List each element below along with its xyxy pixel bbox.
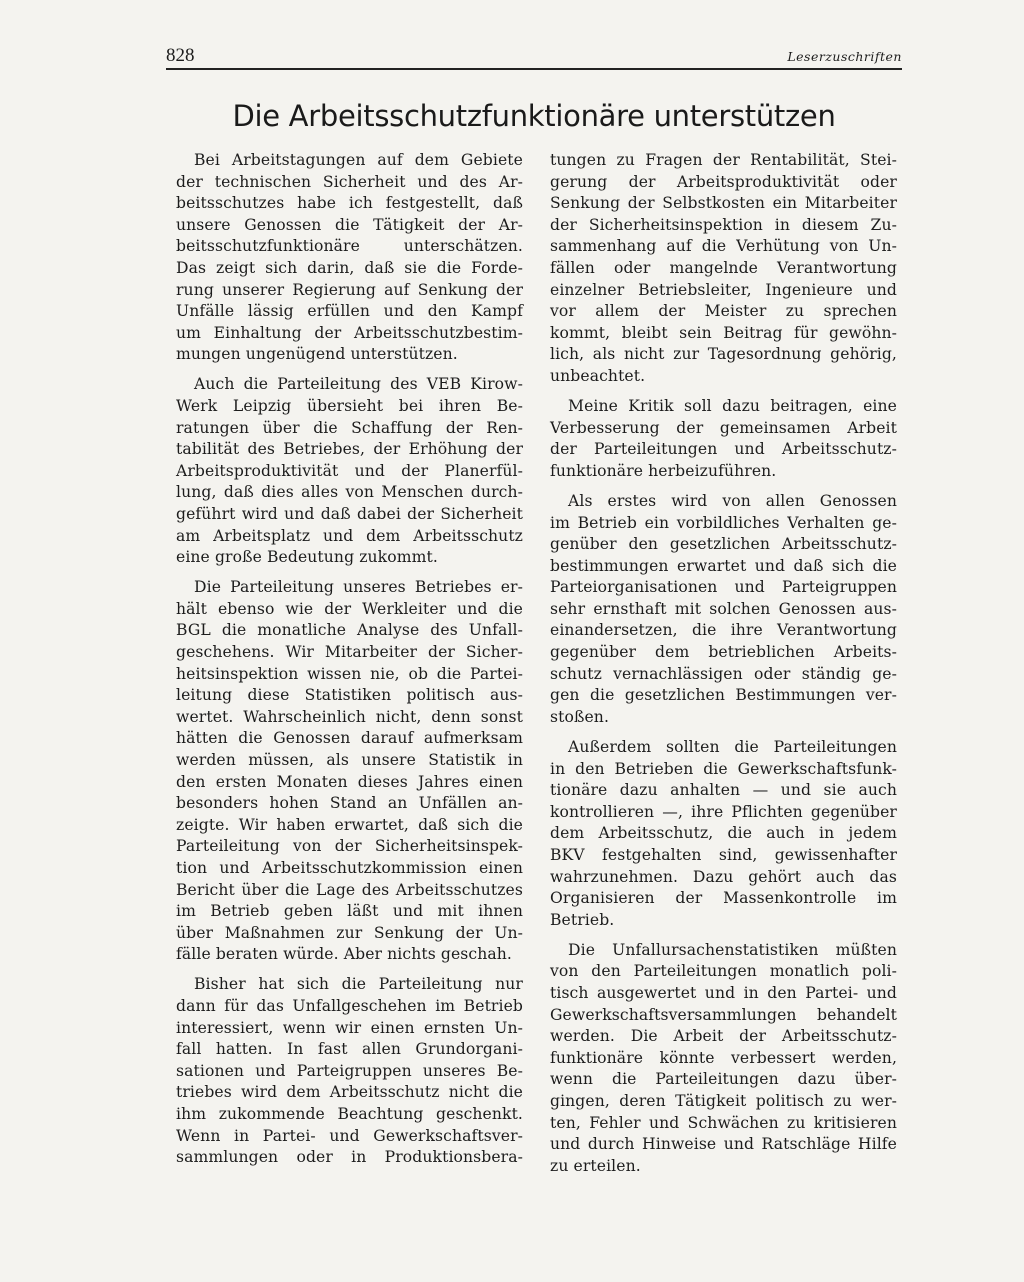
paragraph-gap (176, 966, 523, 975)
text-line: lung, daß dies alles von Menschen durch- (176, 483, 523, 502)
text-line: sammlungen oder in Produktionsbera- (176, 1148, 523, 1167)
text-line: fällen oder mangelnde Verantwortung (550, 258, 897, 277)
text-line: wahrzunehmen. Dazu gehört auch das (550, 867, 897, 886)
text-line: wenn die Parteileitungen dazu über- (550, 1070, 897, 1089)
text-line: und durch Hinweise und Ratschläge Hilfe (550, 1135, 897, 1154)
text-line: tabilität des Betriebes, der Erhöhung der (176, 440, 523, 459)
text-line: zeigte. Wir haben erwartet, daß sich die (176, 815, 523, 834)
text-line: Meine Kritik soll dazu beitragen, eine (568, 397, 897, 416)
section-label: Leserzuschriften (787, 49, 902, 64)
text-line: Die Unfallursachenstatistiken müßten (568, 940, 897, 959)
text-line: in den Betrieben die Gewerkschaftsfunk- (550, 759, 897, 778)
paragraph-gap (550, 728, 897, 737)
text-line: eine große Bedeutung zukommt. (176, 548, 438, 567)
article-title: Die Arbeitsschutzfunktionäre unterstützen (232, 99, 836, 133)
paragraph (550, 940, 897, 1178)
text-line: dann für das Unfallgeschehen im Betrieb (176, 997, 523, 1016)
text-line: heitsinspektion wissen nie, ob die Partei- (176, 664, 523, 683)
text-line: Werk Leipzig übersieht bei ihren Be- (176, 397, 523, 416)
text-line: werden. Die Arbeit der Arbeitsschutz- (550, 1027, 897, 1046)
text-line: kommt, bleibt sein Beitrag für gewöhn- (550, 323, 897, 342)
paragraph-gap (550, 931, 897, 940)
text-line: Bei Arbeitstagungen auf dem Gebiete (194, 151, 523, 169)
paragraph (550, 396, 897, 482)
text-line: stoßen. (550, 707, 610, 726)
paragraph-gap (550, 388, 897, 397)
text-line: beitsschutzes habe ich festgestellt, daß (176, 194, 523, 213)
text-line: tungen zu Fragen der Rentabilität, Stei- (550, 151, 897, 169)
text-line: lich, als nicht zur Tagesordnung gehörig, (550, 345, 897, 364)
text-line: Das zeigt sich darin, daß sie die Forde- (176, 258, 523, 277)
text-column-left (176, 150, 523, 1169)
text-line: triebes wird dem Arbeitsschutz nicht die (176, 1083, 523, 1102)
text-line: ratungen über die Schaffung der Ren- (176, 418, 523, 437)
text-line: interessiert, wenn wir einen ernsten Un- (176, 1018, 523, 1037)
text-line: Parteileitung von der Sicherheitsinspek- (176, 837, 523, 856)
paragraph (176, 974, 523, 1168)
text-line: Parteiorganisationen und Parteigruppen (550, 578, 897, 597)
text-line: von den Parteileitungen monatlich poli- (550, 962, 897, 981)
text-line: hätten die Genossen darauf aufmerksam (176, 729, 523, 748)
text-line: einzelner Betriebsleiter, Ingenieure und (550, 280, 897, 299)
text-line: geführt wird und daß dabei der Sicherheit (176, 505, 523, 523)
text-line: Betrieb. (550, 910, 615, 929)
text-line: ihm zukommende Beachtung geschenkt. (176, 1105, 523, 1124)
text-line: unsere Genossen die Tätigkeit der Ar- (176, 215, 523, 234)
text-line: fall hatten. In fast allen Grundorgani- (176, 1040, 523, 1059)
page-header (166, 44, 902, 70)
text-line: Die Parteileitung unseres Betriebes er- (194, 578, 523, 597)
text-line: funktionäre herbeizuführen. (550, 461, 777, 480)
text-line: kontrollieren —, ihre Pflichten gegenüber (550, 802, 897, 821)
text-line: unbeachtet. (550, 366, 646, 385)
text-line: Verbesserung der gemeinsamen Arbeit (550, 418, 897, 437)
text-line: mungen ungenügend unterstützen. (176, 345, 458, 364)
text-line: wertet. Wahrscheinlich nicht, denn sonst (176, 707, 523, 726)
text-line: genüber den gesetzlichen Arbeitsschutz- (550, 535, 897, 554)
text-line: Wenn in Partei- und Gewerkschaftsver- (176, 1126, 523, 1145)
text-line: schutz vernachlässigen oder ständig ge- (550, 664, 897, 683)
text-line: um Einhaltung der Arbeitsschutzbestim- (176, 323, 523, 342)
text-line: Organisieren der Massenkontrolle im (550, 889, 897, 908)
text-line: tionäre dazu anhalten — und sie auch (550, 781, 897, 800)
text-line: vor allem der Meister zu sprechen (550, 302, 897, 321)
text-line: am Arbeitsplatz und dem Arbeitsschutz (176, 526, 523, 545)
paragraph (550, 737, 897, 931)
paragraph (176, 150, 523, 366)
page-number: 828 (166, 45, 195, 66)
paragraph (550, 150, 897, 388)
text-line: rung unserer Regierung auf Senkung der (176, 280, 523, 299)
text-line: Gewerkschaftsversammlungen behandelt (550, 1005, 897, 1024)
text-line: ten, Fehler und Schwächen zu kritisieren (550, 1113, 897, 1132)
text-line: Arbeitsproduktivität und der Planerfül- (176, 461, 523, 480)
text-line: BGL die monatliche Analyse des Unfall- (176, 621, 523, 640)
text-line: im Betrieb geben läßt und mit ihnen (176, 902, 523, 921)
paragraph-gap (550, 482, 897, 491)
paragraph-gap (176, 569, 523, 578)
text-line: tion und Arbeitsschutzkommission einen (176, 859, 523, 877)
text-line: fälle beraten würde. Aber nichts geschah. (176, 945, 512, 964)
text-line: gen die gesetzlichen Bestimmungen ver- (550, 686, 897, 705)
text-line: gegenüber dem betrieblichen Arbeits- (550, 643, 897, 662)
text-line: Bisher hat sich die Parteileitung nur (194, 975, 523, 994)
text-line: Senkung der Selbstkosten ein Mitarbeiter (550, 194, 897, 213)
text-line: leitung diese Statistiken politisch aus- (176, 686, 523, 705)
text-line: zu erteilen. (550, 1156, 641, 1175)
paragraph (176, 374, 523, 568)
text-line: Bericht über die Lage des Arbeitsschutzes (176, 880, 523, 899)
text-line: einandersetzen, die ihre Verantwortung (550, 621, 897, 640)
text-line: tisch ausgewertet und in den Partei- und (550, 983, 897, 1002)
text-line: hält ebenso wie der Werkleiter und die (176, 599, 523, 618)
text-line: Unfälle lässig erfüllen und den Kampf (176, 302, 523, 321)
paragraph (176, 577, 523, 966)
text-line: sammenhang auf die Verhütung von Un- (550, 237, 897, 256)
text-line: funktionäre könnte verbessert werden, (550, 1048, 897, 1067)
paragraph (550, 491, 897, 729)
text-line: sationen und Parteigruppen unseres Be- (176, 1061, 523, 1080)
text-line: werden müssen, als unsere Statistik in (176, 751, 523, 770)
text-line: Außerdem sollten die Parteileitungen (568, 737, 897, 756)
text-line: geschehens. Wir Mitarbeiter der Sicher- (176, 643, 523, 662)
text-line: der Parteileitungen und Arbeitsschutz- (550, 440, 897, 459)
text-line: sehr ernsthaft mit solchen Genossen aus- (550, 599, 897, 618)
text-line: der technischen Sicherheit und des Ar- (176, 172, 523, 191)
text-line: besonders hohen Stand an Unfällen an- (176, 794, 523, 813)
text-line: Auch die Parteileitung des VEB Kirow- (194, 375, 523, 394)
text-line: Als erstes wird von allen Genossen (568, 491, 897, 510)
text-line: der Sicherheitsinspektion in diesem Zu- (550, 215, 897, 234)
paragraph-gap (176, 366, 523, 375)
text-line: bestimmungen erwartet und daß sich die (550, 556, 897, 575)
text-line: im Betrieb ein vorbildliches Verhalten ge- (550, 513, 897, 532)
text-line: über Maßnahmen zur Senkung der Un- (176, 923, 523, 942)
text-line: gingen, deren Tätigkeit politisch zu wer- (550, 1091, 897, 1110)
text-line: BKV festgehalten sind, gewissenhafter (550, 845, 897, 864)
text-column-right (550, 150, 897, 1177)
text-line: dem Arbeitsschutz, die auch in jedem (550, 824, 897, 843)
text-line: beitsschutzfunktionäre unterschätzen. (176, 237, 523, 256)
text-line: gerung der Arbeitsproduktivität oder (550, 172, 897, 191)
text-line: den ersten Monaten dieses Jahres einen (176, 772, 523, 791)
